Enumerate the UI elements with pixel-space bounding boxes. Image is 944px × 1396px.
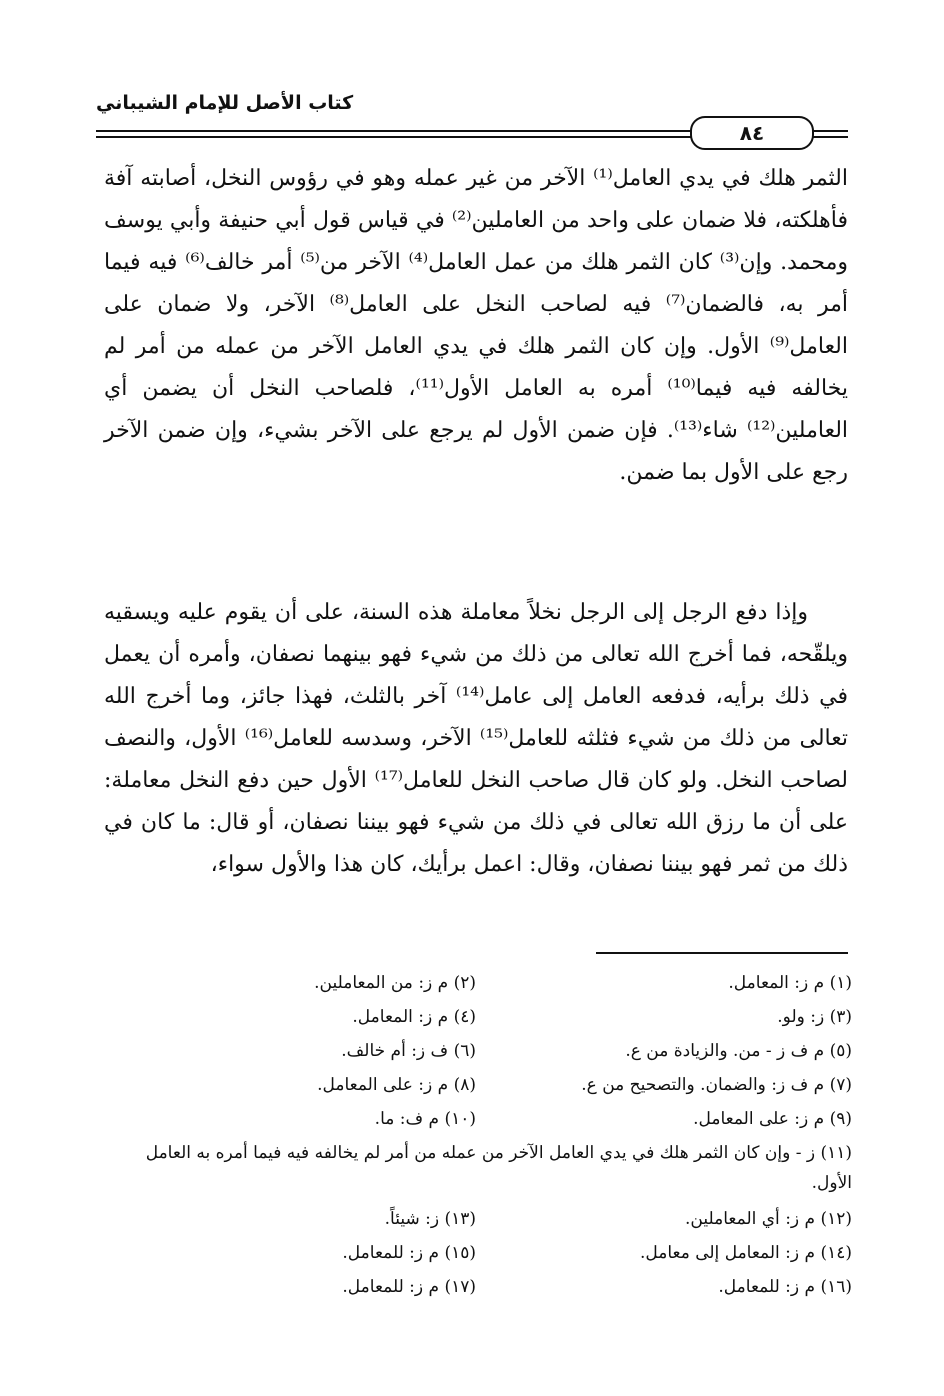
paragraph-1: الثمر هلك في يدي العامل⁽¹⁾ الآخر من غير عمله وهو في رؤوس النخل، أصابته آفة فأهلكته، فلا ضمان على واحد من العاملين⁽²⁾ في قياس قول أبي حنيفة وأبي يوسف ومحمد. وإن⁽³⁾ كان الثمر هلك من عمل العامل⁽⁴⁾ الآخر من⁽⁵⁾ أمر خالف⁽⁶⁾ فيه فيما أمر به، فالضمان⁽⁷⁾ فيه لصاحب النخل على العامل⁽⁸⁾ الآخر، ولا ضمان على العامل⁽⁹⁾ الأول. وإن كان الثمر هلك في يدي العامل الآخر من عمله من أمر لم يخالفه فيه فيما⁽¹⁰⁾ أمره به العامل الأول⁽¹¹⁾، فلصاحب النخل أن يضمن أي العاملين⁽¹²⁾ شاء⁽¹³⁾. فإن ضمن الأول لم يرجع على الآخر بشيء، وإن ضمن الآخر رجع على الأول بما ضمن. [104, 166, 849, 485]
footnote-3: (٣) ز: ولو. [777, 1007, 852, 1027]
footnote-row [100, 1236, 852, 1270]
footnote-separator [596, 952, 848, 954]
footnote-1: (١) م ز: المعامل. [728, 973, 852, 993]
footnote-row [100, 1102, 852, 1136]
footnote-row [100, 1270, 852, 1304]
footnote-10: (١٠) م ف: ما. [374, 1109, 476, 1129]
footnote-13: (١٣) ز: شيئاً. [384, 1209, 476, 1229]
footnote-16: (١٦) م ز: للمعامل. [718, 1277, 852, 1297]
footnote-8: (٨) م ز: على المعامل. [317, 1075, 476, 1095]
footnote-12: (١٢) م ز: أي المعاملين. [685, 1209, 852, 1229]
footnote-15: (١٥) م ز: للمعامل. [342, 1243, 476, 1263]
footnote-row [100, 1202, 852, 1236]
footnote-7: (٧) م ف ز: والضمان. والتصحيح من ع. [581, 1075, 852, 1095]
footnote-4: (٤) م ز: المعامل. [352, 1007, 476, 1027]
footnote-row [100, 1136, 852, 1202]
page-number: ٨٤ [690, 116, 814, 150]
footnote-17: (١٧) م ز: للمعامل. [342, 1277, 476, 1297]
paragraph-2-text: وإذا دفع الرجل إلى الرجل نخلاً معاملة هذه السنة، على أن يقوم عليه ويسقيه ويلقّحه، فما أخرج الله تعالى من ذلك من شيء فهو بينهما نصفان، وأمره أن يعمل في ذلك برأيه، فدفعه العامل إلى عامل⁽¹⁴⁾ آخر بالثلث، فهذا جائز، وما أخرج الله تعالى من ذلك من شيء فثلثه للعامل⁽¹⁵⁾ الآخر، وسدسه للعامل⁽¹⁶⁾ الأول، والنصف لصاحب النخل. ولو كان قال صاحب النخل للعامل⁽¹⁷⁾ الأول حين دفع النخل معاملة: على أن ما رزق الله تعالى في ذلك من شيء فهو بيننا نصفان، أو قال: ما كان في ذلك من ثمر فهو بيننا نصفان، وقال: اعمل برأيك، كان هذا والأول سواء، [104, 600, 848, 877]
footnote-row [100, 1000, 852, 1034]
footnote-14: (١٤) م ز: المعامل إلى معامل. [639, 1243, 852, 1263]
footnotes [100, 966, 852, 1304]
footnote-11: (١١) ز - وإن كان الثمر هلك في يدي العامل الآخر من عمله من أمر لم يخالفه فيه فيما أمره به العامل الأول. [145, 1143, 852, 1193]
footnote-row [100, 966, 852, 1000]
running-title: كتاب الأصل للإمام الشيباني [96, 92, 354, 114]
footnote-6: (٦) ف ز: أم خالف. [341, 1041, 476, 1061]
footnote-5: (٥) م ف ز - من. والزيادة من ع. [625, 1041, 852, 1061]
footnote-2: (٢) م ز: من المعاملين. [314, 973, 476, 993]
paragraph-2 [104, 592, 848, 886]
footnote-row [100, 1068, 852, 1102]
footnote-row [100, 1034, 852, 1068]
footnote-9: (٩) م ز: على المعامل. [693, 1109, 852, 1129]
